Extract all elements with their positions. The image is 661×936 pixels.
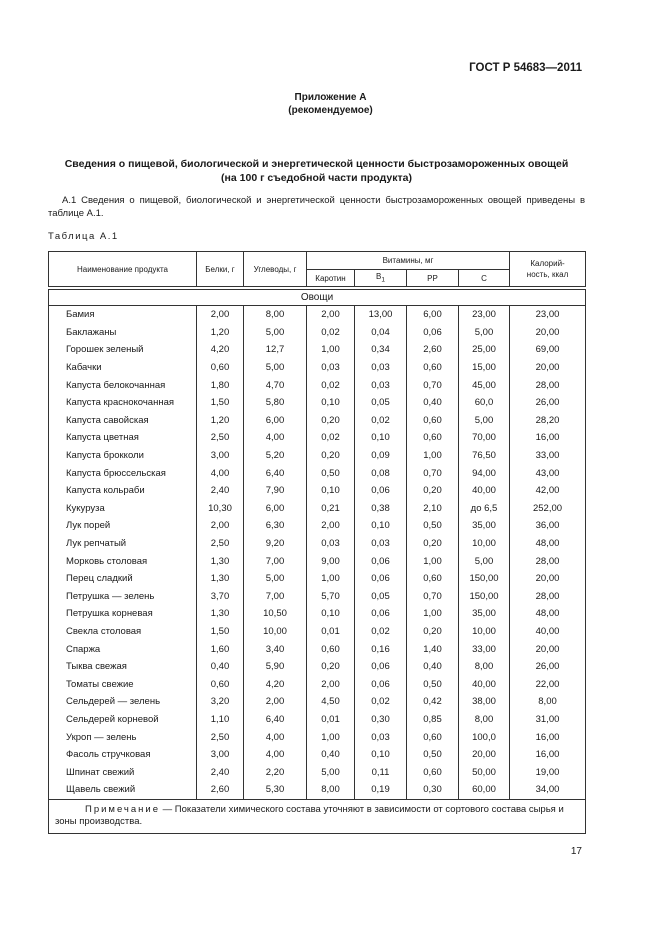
value-cell: 38,00 <box>459 693 510 711</box>
header-c: С <box>459 270 510 287</box>
header-protein: Белки, г <box>197 252 244 287</box>
value-cell: 10,30 <box>197 500 244 518</box>
value-cell: 0,05 <box>355 588 407 606</box>
value-cell: 1,00 <box>407 447 459 465</box>
value-cell: 0,30 <box>355 711 407 729</box>
value-cell: 0,02 <box>307 376 355 394</box>
value-cell: 2,00 <box>307 306 355 324</box>
value-cell: 0,10 <box>307 605 355 623</box>
note-text: — Показатели химического состава уточняют в зависимости от сортового состава сырья и зоны производства. <box>55 803 564 828</box>
table-row <box>49 763 586 781</box>
value-cell: 0,10 <box>307 394 355 412</box>
value-cell: 2,00 <box>197 306 244 324</box>
product-name-cell: Сельдерей — зелень <box>49 693 197 711</box>
value-cell: 0,02 <box>355 412 407 430</box>
appendix-title: Приложение А <box>294 92 367 103</box>
value-cell: 2,40 <box>197 482 244 500</box>
value-cell: 1,00 <box>307 570 355 588</box>
table-row <box>49 675 586 693</box>
nutrition-table <box>48 251 586 834</box>
value-cell: 0,40 <box>197 658 244 676</box>
value-cell: 0,02 <box>355 693 407 711</box>
value-cell: 0,60 <box>407 429 459 447</box>
product-name-cell: Свекла столовая <box>49 623 197 641</box>
value-cell: 8,00 <box>510 693 586 711</box>
value-cell: 16,00 <box>510 746 586 764</box>
value-cell: 1,00 <box>407 552 459 570</box>
value-cell: 5,00 <box>459 412 510 430</box>
product-name-cell: Капуста брюссельская <box>49 464 197 482</box>
value-cell: 252,00 <box>510 500 586 518</box>
product-name-cell: Кукуруза <box>49 500 197 518</box>
product-name-cell: Баклажаны <box>49 324 197 342</box>
value-cell: 5,30 <box>244 781 307 799</box>
product-name-cell: Шпинат свежий <box>49 763 197 781</box>
value-cell: 0,10 <box>355 517 407 535</box>
value-cell: 2,10 <box>407 500 459 518</box>
value-cell: 2,50 <box>197 535 244 553</box>
value-cell: 0,06 <box>355 570 407 588</box>
value-cell: 2,40 <box>197 763 244 781</box>
value-cell: 28,20 <box>510 412 586 430</box>
product-name-cell: Бамия <box>49 306 197 324</box>
value-cell: 9,20 <box>244 535 307 553</box>
value-cell: 0,03 <box>355 359 407 377</box>
value-cell: 3,20 <box>197 693 244 711</box>
table-row <box>49 412 586 430</box>
value-cell: 43,00 <box>510 464 586 482</box>
value-cell: 6,40 <box>244 711 307 729</box>
table-row <box>49 394 586 412</box>
value-cell: 0,09 <box>355 447 407 465</box>
value-cell: 1,40 <box>407 640 459 658</box>
table-row <box>49 570 586 588</box>
header-b1-subscript: 1 <box>381 276 385 284</box>
table-row <box>49 376 586 394</box>
value-cell: 100,0 <box>459 728 510 746</box>
value-cell: 1,20 <box>197 324 244 342</box>
value-cell: 36,00 <box>510 517 586 535</box>
table-label: Таблица А.1 <box>48 231 119 242</box>
header-product-name: Наименование продукта <box>49 252 197 287</box>
value-cell: 2,50 <box>197 429 244 447</box>
value-cell: 33,00 <box>510 447 586 465</box>
value-cell: 20,00 <box>510 640 586 658</box>
value-cell: 1,10 <box>197 711 244 729</box>
product-name-cell: Петрушка — зелень <box>49 588 197 606</box>
value-cell: 5,70 <box>307 588 355 606</box>
table-row <box>49 746 586 764</box>
value-cell: 3,00 <box>197 746 244 764</box>
table-row <box>49 605 586 623</box>
value-cell: 23,00 <box>510 306 586 324</box>
value-cell: 7,90 <box>244 482 307 500</box>
value-cell: 0,60 <box>407 412 459 430</box>
value-cell: 60,0 <box>459 394 510 412</box>
value-cell: 0,20 <box>307 658 355 676</box>
value-cell: 0,30 <box>407 781 459 799</box>
value-cell: 150,00 <box>459 570 510 588</box>
value-cell: 45,00 <box>459 376 510 394</box>
table-row <box>49 359 586 377</box>
value-cell: 42,00 <box>510 482 586 500</box>
value-cell: 28,00 <box>510 588 586 606</box>
value-cell: 6,00 <box>244 412 307 430</box>
value-cell: 0,01 <box>307 623 355 641</box>
value-cell: 0,10 <box>355 746 407 764</box>
value-cell: 76,50 <box>459 447 510 465</box>
value-cell: 2,60 <box>407 341 459 359</box>
table-note <box>49 799 586 833</box>
value-cell: 20,00 <box>510 570 586 588</box>
value-cell: 10,00 <box>459 535 510 553</box>
value-cell: 5,20 <box>244 447 307 465</box>
value-cell: 0,40 <box>407 394 459 412</box>
value-cell: 0,42 <box>407 693 459 711</box>
value-cell: 0,06 <box>355 552 407 570</box>
product-name-cell: Кабачки <box>49 359 197 377</box>
value-cell: 5,00 <box>244 324 307 342</box>
value-cell: 19,00 <box>510 763 586 781</box>
table-row <box>49 447 586 465</box>
product-name-cell: Лук порей <box>49 517 197 535</box>
value-cell: 0,60 <box>307 640 355 658</box>
value-cell: 16,00 <box>510 429 586 447</box>
table-row <box>49 324 586 342</box>
table-row <box>49 306 586 324</box>
value-cell: 28,00 <box>510 376 586 394</box>
value-cell: 1,50 <box>197 394 244 412</box>
product-name-cell: Капуста савойская <box>49 412 197 430</box>
value-cell: 0,03 <box>307 359 355 377</box>
value-cell: 33,00 <box>459 640 510 658</box>
value-cell: 1,00 <box>307 728 355 746</box>
value-cell: 70,00 <box>459 429 510 447</box>
value-cell: 0,38 <box>355 500 407 518</box>
value-cell: 1,50 <box>197 623 244 641</box>
value-cell: 0,70 <box>407 376 459 394</box>
value-cell: 1,60 <box>197 640 244 658</box>
value-cell: 0,20 <box>407 623 459 641</box>
header-pp: РР <box>407 270 459 287</box>
table-row <box>49 552 586 570</box>
header-b1-letter: В <box>376 272 382 282</box>
value-cell: 16,00 <box>510 728 586 746</box>
table-row <box>49 500 586 518</box>
value-cell: 12,7 <box>244 341 307 359</box>
value-cell: 4,00 <box>197 464 244 482</box>
value-cell: 6,00 <box>407 306 459 324</box>
section-row-vegetables: Овощи <box>49 290 586 306</box>
value-cell: 0,03 <box>355 535 407 553</box>
value-cell: 0,60 <box>407 763 459 781</box>
value-cell: 150,00 <box>459 588 510 606</box>
header-b1 <box>355 270 407 287</box>
value-cell: 10,50 <box>244 605 307 623</box>
value-cell: 69,00 <box>510 341 586 359</box>
value-cell: 20,00 <box>510 324 586 342</box>
table-row <box>49 517 586 535</box>
product-name-cell: Укроп — зелень <box>49 728 197 746</box>
value-cell: 8,00 <box>459 711 510 729</box>
value-cell: 0,06 <box>355 482 407 500</box>
value-cell: 1,30 <box>197 570 244 588</box>
appendix-subtitle: (рекомендуемое) <box>288 105 373 116</box>
value-cell: 0,04 <box>355 324 407 342</box>
value-cell: 5,00 <box>244 359 307 377</box>
header-carbs: Углеводы, г <box>244 252 307 287</box>
product-name-cell: Томаты свежие <box>49 675 197 693</box>
value-cell: 0,85 <box>407 711 459 729</box>
value-cell: 0,20 <box>407 482 459 500</box>
value-cell: 0,70 <box>407 588 459 606</box>
value-cell: 23,00 <box>459 306 510 324</box>
value-cell: 15,00 <box>459 359 510 377</box>
value-cell: 34,00 <box>510 781 586 799</box>
table-row <box>49 711 586 729</box>
intro-paragraph: А.1 Сведения о пищевой, биологической и энергетической ценности быстрозамороженных овощей приведены в таблице А.1. <box>48 195 585 219</box>
value-cell: 1,30 <box>197 605 244 623</box>
value-cell: 5,00 <box>459 324 510 342</box>
value-cell: 26,00 <box>510 658 586 676</box>
value-cell: 25,00 <box>459 341 510 359</box>
value-cell: 0,50 <box>407 675 459 693</box>
product-name-cell: Капуста краснокочанная <box>49 394 197 412</box>
value-cell: 50,00 <box>459 763 510 781</box>
value-cell: 0,19 <box>355 781 407 799</box>
value-cell: 40,00 <box>459 482 510 500</box>
value-cell: 48,00 <box>510 605 586 623</box>
value-cell: 0,50 <box>407 746 459 764</box>
value-cell: 8,00 <box>459 658 510 676</box>
value-cell: 10,00 <box>244 623 307 641</box>
value-cell: 3,40 <box>244 640 307 658</box>
table-row <box>49 781 586 799</box>
value-cell: 0,40 <box>307 746 355 764</box>
table-row <box>49 464 586 482</box>
value-cell: 0,60 <box>407 359 459 377</box>
table-row <box>49 728 586 746</box>
table-row <box>49 623 586 641</box>
value-cell: 0,60 <box>197 675 244 693</box>
value-cell: 2,00 <box>244 693 307 711</box>
value-cell: 5,00 <box>307 763 355 781</box>
product-name-cell: Фасоль стручковая <box>49 746 197 764</box>
value-cell: 10,00 <box>459 623 510 641</box>
value-cell: 35,00 <box>459 517 510 535</box>
value-cell: 0,20 <box>407 535 459 553</box>
value-cell: 4,00 <box>244 728 307 746</box>
value-cell: 0,60 <box>407 728 459 746</box>
value-cell: 2,00 <box>197 517 244 535</box>
value-cell: 0,34 <box>355 341 407 359</box>
value-cell: 0,06 <box>355 675 407 693</box>
value-cell: 6,00 <box>244 500 307 518</box>
value-cell: 0,40 <box>407 658 459 676</box>
value-cell: 0,02 <box>355 623 407 641</box>
value-cell: 2,00 <box>307 517 355 535</box>
value-cell: 31,00 <box>510 711 586 729</box>
table-row <box>49 482 586 500</box>
value-cell: 0,02 <box>307 324 355 342</box>
value-cell: 0,70 <box>407 464 459 482</box>
table-row <box>49 341 586 359</box>
value-cell: 0,03 <box>307 535 355 553</box>
value-cell: 13,00 <box>355 306 407 324</box>
value-cell: 8,00 <box>244 306 307 324</box>
header-calories-line-1: Калорий- <box>530 259 565 268</box>
value-cell: 0,20 <box>307 447 355 465</box>
note-label: Примечание <box>85 803 160 815</box>
table-row <box>49 658 586 676</box>
product-name-cell: Капуста белокочанная <box>49 376 197 394</box>
product-name-cell: Перец сладкий <box>49 570 197 588</box>
value-cell: 0,60 <box>407 570 459 588</box>
header-calories-line-2: ность, ккал <box>526 270 569 279</box>
value-cell: 0,03 <box>355 728 407 746</box>
value-cell: 8,00 <box>307 781 355 799</box>
value-cell: 0,50 <box>307 464 355 482</box>
value-cell: 0,20 <box>307 412 355 430</box>
value-cell: 0,01 <box>307 711 355 729</box>
value-cell: 0,06 <box>355 605 407 623</box>
value-cell: 0,10 <box>355 429 407 447</box>
product-name-cell: Спаржа <box>49 640 197 658</box>
value-cell: 0,02 <box>307 429 355 447</box>
value-cell: 1,00 <box>407 605 459 623</box>
value-cell: 4,50 <box>307 693 355 711</box>
value-cell: 1,20 <box>197 412 244 430</box>
product-name-cell: Петрушка корневая <box>49 605 197 623</box>
value-cell: 1,30 <box>197 552 244 570</box>
value-cell: 26,00 <box>510 394 586 412</box>
value-cell: 2,00 <box>307 675 355 693</box>
value-cell: 0,06 <box>355 658 407 676</box>
value-cell: 60,00 <box>459 781 510 799</box>
table-row <box>49 535 586 553</box>
value-cell: 0,60 <box>197 359 244 377</box>
value-cell: 5,90 <box>244 658 307 676</box>
value-cell: 1,80 <box>197 376 244 394</box>
value-cell: 4,70 <box>244 376 307 394</box>
value-cell: 0,16 <box>355 640 407 658</box>
product-name-cell: Морковь столовая <box>49 552 197 570</box>
value-cell: 40,00 <box>510 623 586 641</box>
header-carotene: Каротин <box>307 270 355 287</box>
value-cell: 6,30 <box>244 517 307 535</box>
value-cell: 7,00 <box>244 588 307 606</box>
product-name-cell: Лук репчатый <box>49 535 197 553</box>
value-cell: 22,00 <box>510 675 586 693</box>
value-cell: 0,11 <box>355 763 407 781</box>
value-cell: 40,00 <box>459 675 510 693</box>
header-calories <box>510 252 586 287</box>
product-name-cell: Капуста кольраби <box>49 482 197 500</box>
table-row <box>49 640 586 658</box>
value-cell: 4,00 <box>244 429 307 447</box>
value-cell: 2,50 <box>197 728 244 746</box>
standard-number: ГОСТ Р 54683—2011 <box>469 62 582 74</box>
product-name-cell: Горошек зеленый <box>49 341 197 359</box>
value-cell: 20,00 <box>510 359 586 377</box>
value-cell: 7,00 <box>244 552 307 570</box>
value-cell: 20,00 <box>459 746 510 764</box>
value-cell: 5,00 <box>459 552 510 570</box>
value-cell: 2,20 <box>244 763 307 781</box>
value-cell: 28,00 <box>510 552 586 570</box>
heading-line-1: Сведения о пищевой, биологической и энергетической ценности быстрозамороженных овощей <box>64 158 569 170</box>
value-cell: 0,10 <box>307 482 355 500</box>
heading-line-2: (на 100 г съедобной части продукта) <box>221 172 412 184</box>
value-cell: 0,08 <box>355 464 407 482</box>
value-cell: 4,20 <box>197 341 244 359</box>
value-cell: 0,06 <box>407 324 459 342</box>
value-cell: 4,20 <box>244 675 307 693</box>
table-row <box>49 429 586 447</box>
value-cell: 5,00 <box>244 570 307 588</box>
value-cell: 9,00 <box>307 552 355 570</box>
product-name-cell: Капуста брокколи <box>49 447 197 465</box>
product-name-cell: Капуста цветная <box>49 429 197 447</box>
page-number: 17 <box>570 846 582 857</box>
value-cell: 1,00 <box>307 341 355 359</box>
value-cell: 4,00 <box>244 746 307 764</box>
value-cell: 0,05 <box>355 394 407 412</box>
value-cell: 0,21 <box>307 500 355 518</box>
value-cell: 6,40 <box>244 464 307 482</box>
table-row <box>49 693 586 711</box>
product-name-cell: Тыква свежая <box>49 658 197 676</box>
value-cell: до 6,5 <box>459 500 510 518</box>
section-heading <box>48 157 585 185</box>
value-cell: 94,00 <box>459 464 510 482</box>
value-cell: 0,03 <box>355 376 407 394</box>
value-cell: 48,00 <box>510 535 586 553</box>
value-cell: 35,00 <box>459 605 510 623</box>
product-name-cell: Сельдерей корневой <box>49 711 197 729</box>
product-name-cell: Щавель свежий <box>49 781 197 799</box>
value-cell: 0,50 <box>407 517 459 535</box>
value-cell: 3,70 <box>197 588 244 606</box>
table-row <box>49 588 586 606</box>
value-cell: 3,00 <box>197 447 244 465</box>
value-cell: 2,60 <box>197 781 244 799</box>
value-cell: 5,80 <box>244 394 307 412</box>
header-vitamins: Витамины, мг <box>307 252 510 270</box>
